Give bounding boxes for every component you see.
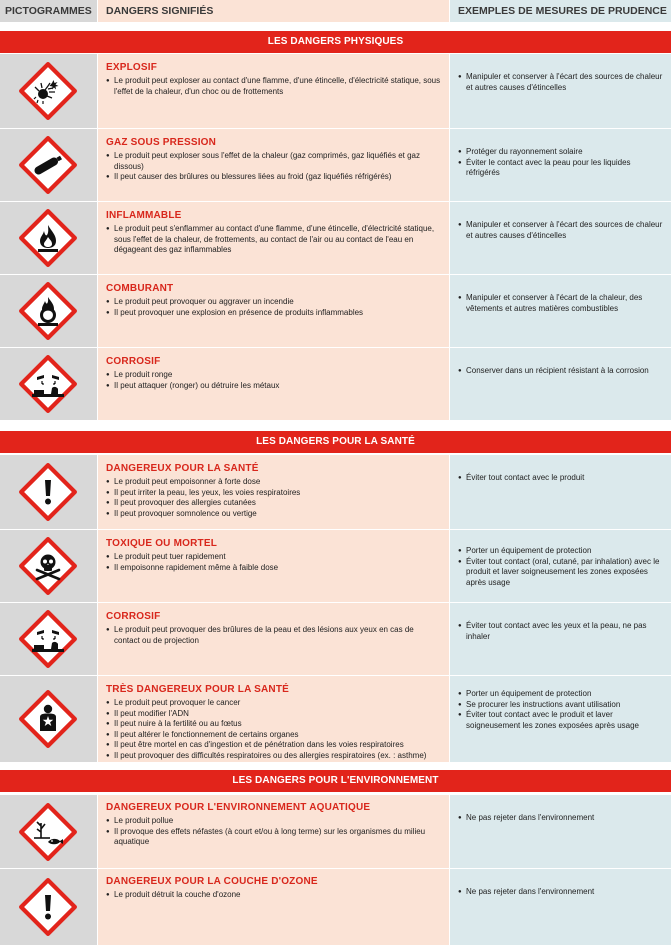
health-hazard-icon <box>18 689 78 749</box>
danger-item: ● Il peut être mortel en cas d'ingestion et de pénétration dans les voies respiratoires <box>106 740 441 751</box>
danger-cell <box>98 869 449 945</box>
danger-cell <box>98 530 449 602</box>
hazard-title: COMBURANT <box>106 283 174 294</box>
exclamation-mark-icon <box>18 877 78 937</box>
measure-cell <box>450 275 671 347</box>
danger-item: ● Il peut provoquer une explosion en présence de produits inflammables <box>106 308 441 319</box>
measure-item: ● Conserver dans un récipient résistant à la corrosion <box>458 366 665 377</box>
pictogram-cell <box>0 869 97 945</box>
danger-cell <box>98 202 449 274</box>
corrosion-icon <box>18 609 78 669</box>
hazard-row <box>0 348 671 420</box>
danger-cell <box>98 603 449 675</box>
pictogram-cell <box>0 202 97 274</box>
danger-item: ● Le produit pollue <box>106 816 441 827</box>
pictogram-cell <box>0 455 97 529</box>
hazard-title: TRÈS DANGEREUX POUR LA SANTÉ <box>106 684 290 695</box>
measure-cell <box>450 676 671 762</box>
measure-item: ● Ne pas rejeter dans l'environnement <box>458 887 665 898</box>
measure-cell <box>450 455 671 529</box>
danger-list <box>106 477 441 519</box>
exploding-bomb-icon <box>18 61 78 121</box>
hazard-row <box>0 676 671 762</box>
danger-item: ● Le produit détruit la couche d'ozone <box>106 890 441 901</box>
pictogram-cell <box>0 603 97 675</box>
measure-cell <box>450 54 671 128</box>
measure-cell <box>450 603 671 675</box>
measure-list <box>458 220 665 241</box>
measure-item: ● Éviter tout contact avec le produit <box>458 473 665 484</box>
gas-cylinder-icon <box>18 135 78 195</box>
danger-list <box>106 370 441 391</box>
danger-item: ● Le produit peut tuer rapidement <box>106 552 441 563</box>
measure-list <box>458 147 665 179</box>
hazard-row <box>0 603 671 675</box>
measure-item: ● Éviter le contact avec la peau pour les liquides réfrigérés <box>458 158 665 179</box>
danger-item: ● Il provoque des effets néfastes (à court et/ou à long terme) sur les organismes du milieu aquatique <box>106 827 441 848</box>
danger-item: ● Le produit peut exploser au contact d'une flamme, d'une étincelle, d'électricité statique, sous l'effet de la chaleur, d'un choc ou de frottements <box>106 76 441 97</box>
danger-list <box>106 297 441 318</box>
environment-icon <box>18 802 78 862</box>
measure-list <box>458 887 665 898</box>
danger-cell <box>98 54 449 128</box>
measure-cell <box>450 129 671 201</box>
pictogram-cell <box>0 129 97 201</box>
danger-item: ● Le produit peut s'enflammer au contact d'une flamme, d'une étincelle, d'électricité statique, sous l'effet de la chaleur, de frottements, au contact de l'air ou au contact de l'eau en dégageant des gaz inflammables <box>106 224 441 256</box>
measure-list <box>458 293 665 314</box>
measure-item: ● Éviter tout contact avec les yeux et la peau, ne pas inhaler <box>458 621 665 642</box>
hazard-title: CORROSIF <box>106 356 161 367</box>
measure-list <box>458 689 665 731</box>
measure-item: ● Éviter tout contact avec le produit et laver soigneusement les zones exposées après usage <box>458 710 665 731</box>
danger-item: ● Il peut nuire à la fertilité ou au fœtus <box>106 719 441 730</box>
measure-item: ● Ne pas rejeter dans l'environnement <box>458 813 665 824</box>
section-banner: LES DANGERS PHYSIQUES <box>0 31 671 53</box>
danger-cell <box>98 795 449 868</box>
measure-list <box>458 473 665 484</box>
danger-item: ● Le produit ronge <box>106 370 441 381</box>
danger-list <box>106 552 441 573</box>
danger-item: ● Il peut altérer le fonctionnement de certains organes <box>106 730 441 741</box>
hazard-title: GAZ SOUS PRESSION <box>106 137 217 148</box>
measure-list <box>458 366 665 377</box>
danger-list <box>106 816 441 848</box>
measure-item: ● Éviter tout contact (oral, cutané, par inhalation) avec le produit et laver soigneusement les zones exposées après usage <box>458 557 665 589</box>
measure-cell <box>450 869 671 945</box>
danger-item: ● Il peut provoquer des allergies cutanées <box>106 498 441 509</box>
hazard-title: CORROSIF <box>106 611 161 622</box>
pictogram-cell <box>0 530 97 602</box>
danger-list <box>106 625 441 646</box>
danger-list <box>106 224 441 256</box>
skull-crossbones-icon <box>18 536 78 596</box>
exclamation-mark-icon <box>18 462 78 522</box>
hazard-row <box>0 54 671 128</box>
header-mesures: EXEMPLES DE MESURES DE PRUDENCE <box>450 0 671 22</box>
corrosion-icon <box>18 354 78 414</box>
flame-icon <box>18 208 78 268</box>
danger-list <box>106 76 441 97</box>
danger-item: ● Il peut modifier l'ADN <box>106 709 441 720</box>
measure-item: ● Protéger du rayonnement solaire <box>458 147 665 158</box>
danger-list <box>106 890 441 901</box>
pictogram-cell <box>0 348 97 420</box>
pictogram-cell <box>0 275 97 347</box>
danger-cell <box>98 275 449 347</box>
measure-cell <box>450 795 671 868</box>
danger-cell <box>98 676 449 762</box>
hazard-title: TOXIQUE OU MORTEL <box>106 538 217 549</box>
danger-item: ● Le produit peut provoquer le cancer <box>106 698 441 709</box>
measure-item: ● Porter un équipement de protection <box>458 689 665 700</box>
hazard-row <box>0 530 671 602</box>
danger-item: ● Le produit peut exploser sous l'effet de la chaleur (gaz comprimés, gaz liquéfiés et gaz dissous) <box>106 151 441 172</box>
section-banner: LES DANGERS POUR L'ENVIRONNEMENT <box>0 770 671 792</box>
pictogram-cell <box>0 676 97 762</box>
hazard-row <box>0 275 671 347</box>
hazard-row <box>0 129 671 201</box>
hazard-title: DANGEREUX POUR L'ENVIRONNEMENT AQUATIQUE <box>106 802 371 813</box>
pictogram-cell <box>0 795 97 868</box>
measure-cell <box>450 530 671 602</box>
danger-item: ● Il peut provoquer somnolence ou vertige <box>106 509 441 520</box>
hazard-title: EXPLOSIF <box>106 62 158 73</box>
measure-item: ● Manipuler et conserver à l'écart des sources de chaleur et autres causes d'étincelles <box>458 72 665 93</box>
header-dangers: DANGERS SIGNIFIÉS <box>98 0 449 22</box>
danger-item: ● Le produit peut empoisonner à forte dose <box>106 477 441 488</box>
section-banner: LES DANGERS POUR LA SANTÉ <box>0 431 671 453</box>
measure-item: ● Manipuler et conserver à l'écart des sources de chaleur et autres causes d'étincelles <box>458 220 665 241</box>
hazard-title: DANGEREUX POUR LA COUCHE D'OZONE <box>106 876 318 887</box>
hazard-row <box>0 795 671 868</box>
hazard-row <box>0 202 671 274</box>
danger-item: ● Le produit peut provoquer ou aggraver un incendie <box>106 297 441 308</box>
danger-cell <box>98 129 449 201</box>
danger-item: ● Il peut attaquer (ronger) ou détruire les métaux <box>106 381 441 392</box>
measure-item: ● Porter un équipement de protection <box>458 546 665 557</box>
danger-item: ● Il empoisonne rapidement même à faible dose <box>106 563 441 574</box>
hazard-title: DANGEREUX POUR LA SANTÉ <box>106 463 259 474</box>
flame-over-circle-icon <box>18 281 78 341</box>
danger-item: ● Il peut causer des brûlures ou blessures liées au froid (gaz liquéfiés réfrigérés) <box>106 172 441 183</box>
danger-cell <box>98 348 449 420</box>
measure-item: ● Se procurer les instructions avant utilisation <box>458 700 665 711</box>
measure-cell <box>450 202 671 274</box>
hazard-row <box>0 869 671 945</box>
measure-list <box>458 546 665 588</box>
header-pictogrammes: PICTOGRAMMES <box>0 0 97 22</box>
hazard-title: INFLAMMABLE <box>106 210 182 221</box>
measure-list <box>458 621 665 642</box>
danger-list <box>106 151 441 183</box>
danger-cell <box>98 455 449 529</box>
pictogram-cell <box>0 54 97 128</box>
danger-list <box>106 698 441 761</box>
danger-item: ● Il peut irriter la peau, les yeux, les voies respiratoires <box>106 488 441 499</box>
table-header <box>0 0 671 22</box>
measure-item: ● Manipuler et conserver à l'écart de la chaleur, des vêtements et autres matières combustibles <box>458 293 665 314</box>
danger-item: ● Il peut provoquer des difficultés respiratoires ou des allergies respiratoires (ex. : asthme) <box>106 751 441 762</box>
measure-list <box>458 813 665 824</box>
measure-cell <box>450 348 671 420</box>
measure-list <box>458 72 665 93</box>
danger-item: ● Le produit peut provoquer des brûlures de la peau et des lésions aux yeux en cas de contact ou de projection <box>106 625 441 646</box>
hazard-row <box>0 455 671 529</box>
